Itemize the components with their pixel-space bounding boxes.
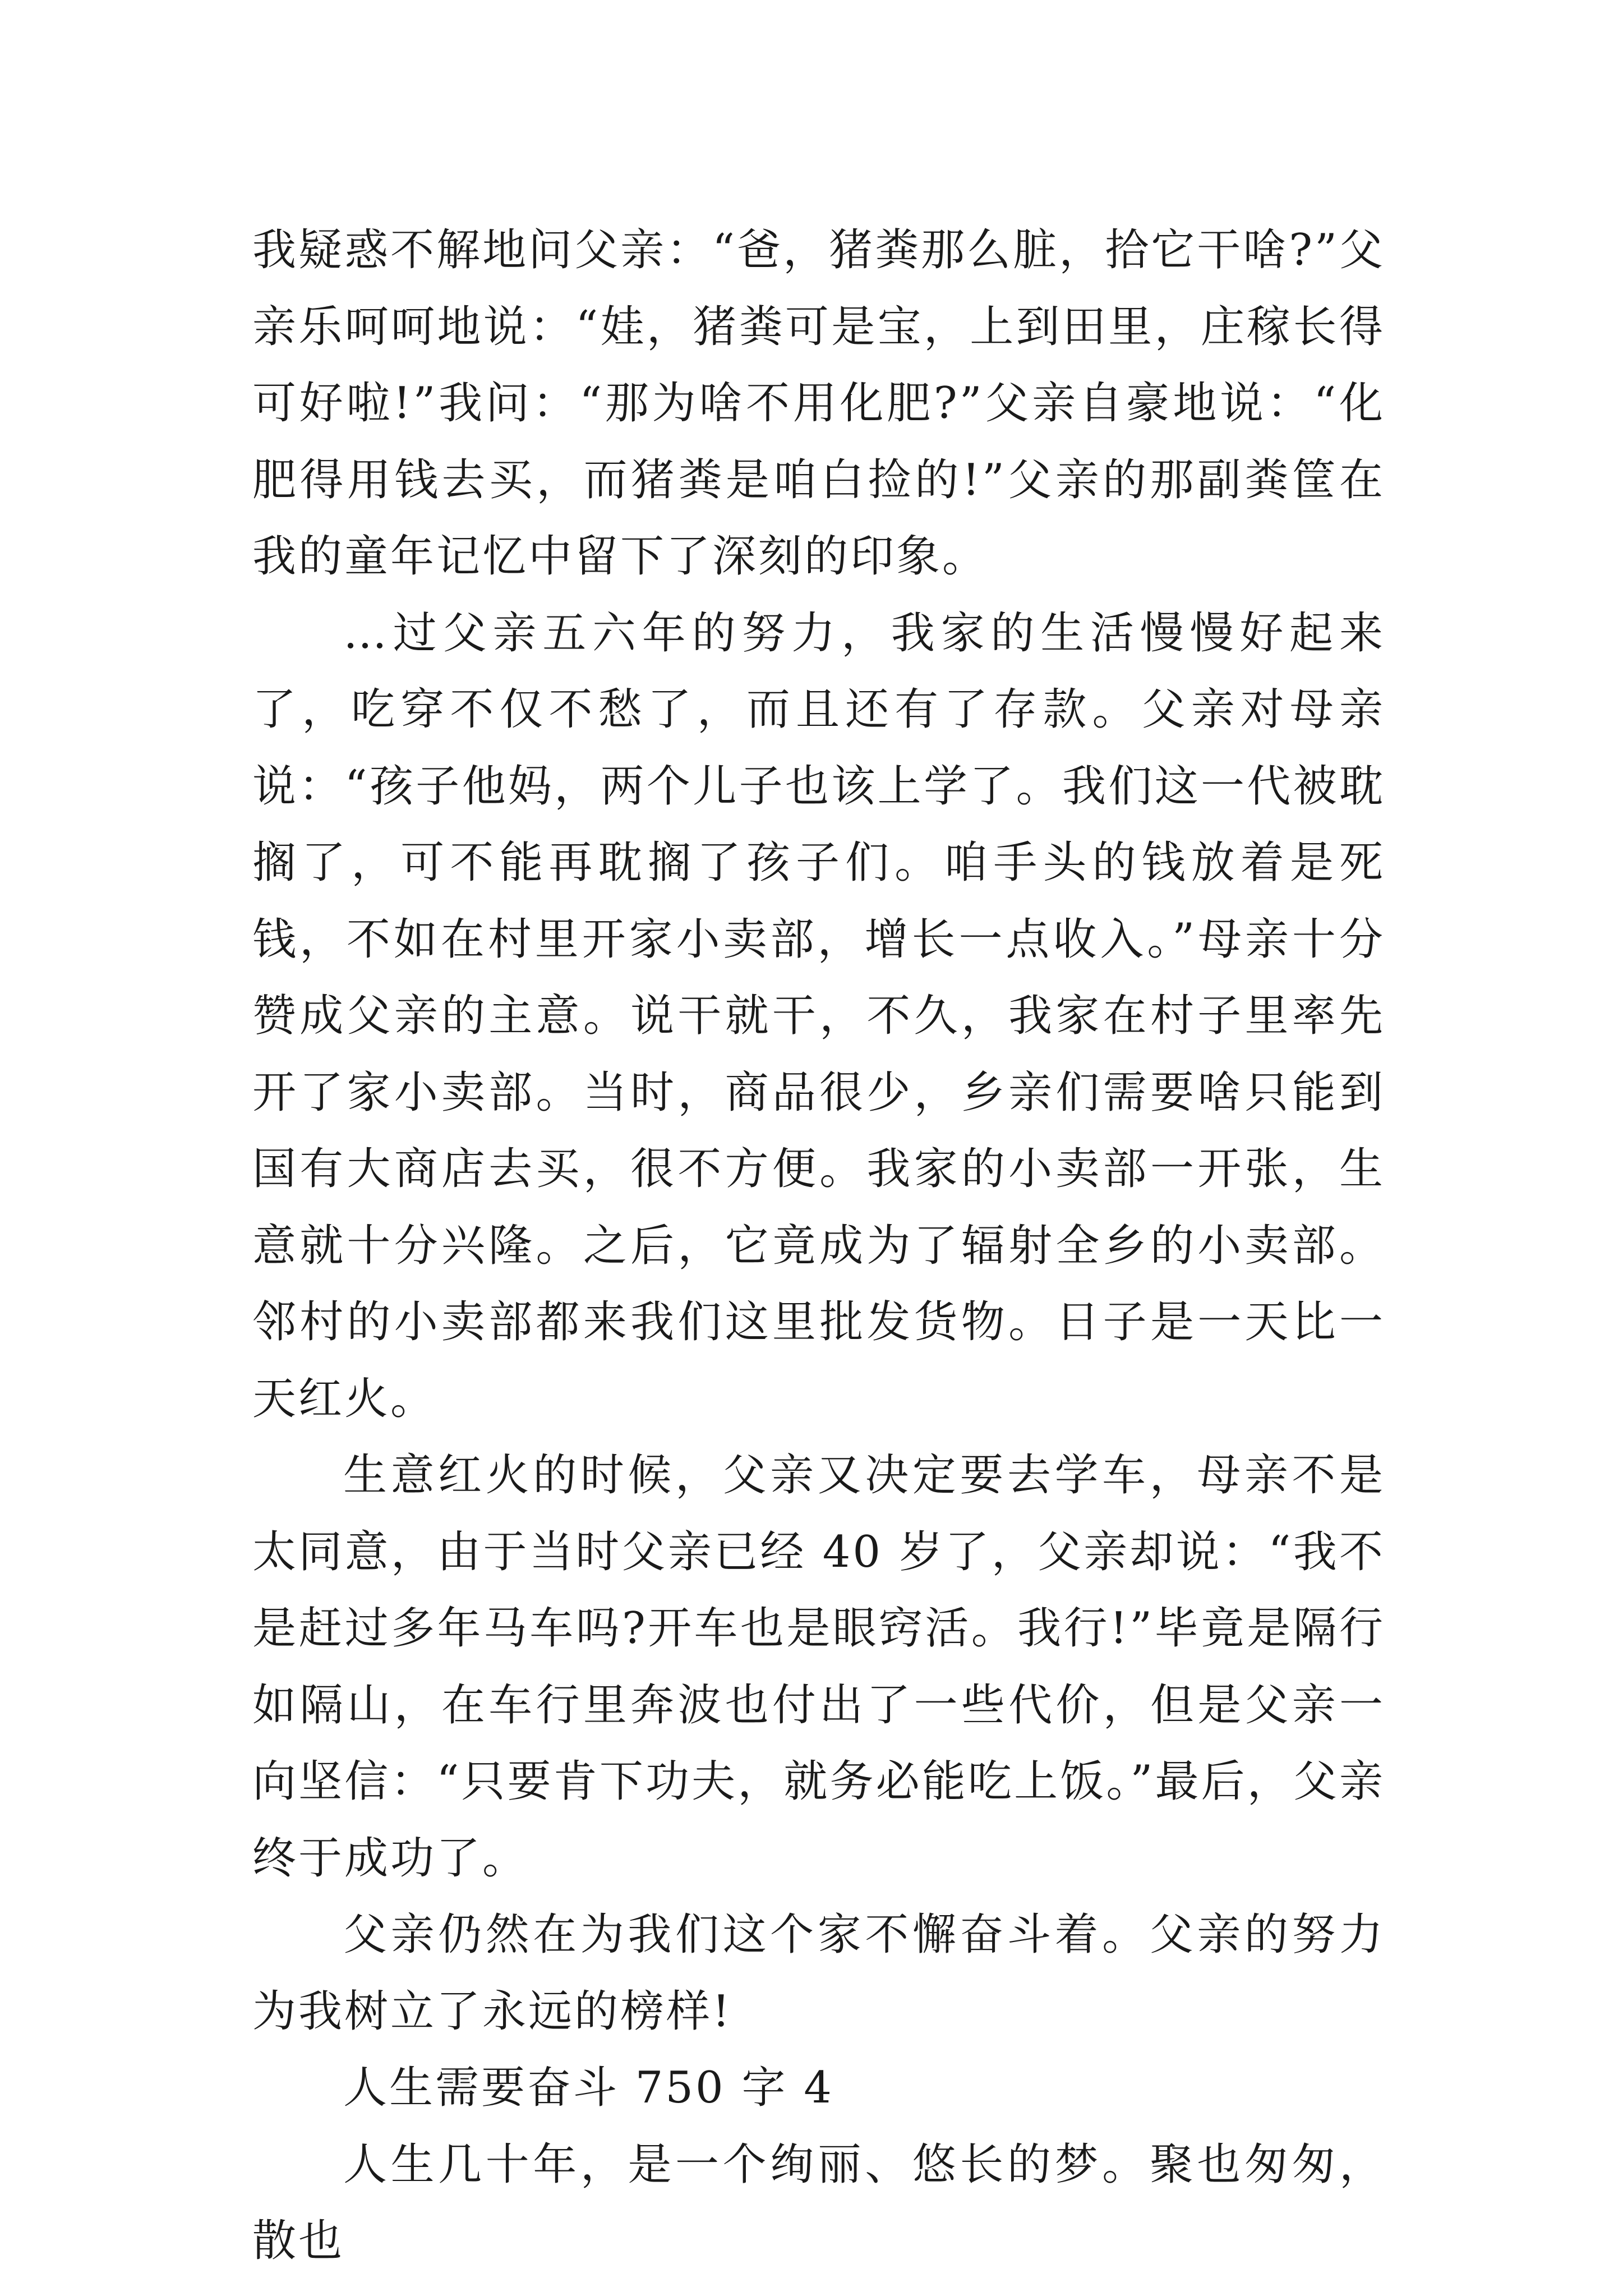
section-heading: 人生需要奋斗 750 字 4 bbox=[343, 2063, 834, 2113]
paragraph-6: 人生几十年，是一个绚丽、悠长的梦。聚也匆匆，散也 bbox=[252, 2139, 1385, 2266]
document-body bbox=[252, 212, 1385, 2280]
paragraph-4: 父亲仍然在为我们这个家不懈奋斗着。父亲的努力为我树立了永远的榜样! bbox=[252, 1910, 1385, 2037]
paragraph-1: 我疑惑不解地问父亲：“爸，猪粪那么脏，拾它干啥?”父亲乐呵呵地说：“娃，猪粪可是宝，上到田里，庄稼长得可好啦!”我问：“那为啥不用化肥?”父亲自豪地说：“化肥得用钱去买，而猪粪是咱白捡的!”父亲的那副粪筐在我的童年记忆中留下了深刻的印象。 bbox=[252, 225, 1385, 582]
paragraph-2: …过父亲五六年的努力，我家的生活慢慢好起来了，吃穿不仅不愁了，而且还有了存款。父亲对母亲说：“孩子他妈，两个儿子也该上学了。我们这一代被耽搁了，可不能再耽搁了孩子们。咱手头的钱放着是死钱，不如在村里开家小卖部，增长一点收入。”母亲十分赞成父亲的主意。说干就干，不久，我家在村子里率先开了家小卖部。当时，商品很少，乡亲们需要啥只能到国有大商店去买，很不方便。我家的小卖部一开张，生意就十分兴隆。之后，它竟成为了辐射全乡的小卖部。邻村的小卖部都来我们这里批发货物。日子是一天比一天红火。 bbox=[252, 608, 1385, 1424]
paragraph-3: 生意红火的时候，父亲又决定要去学车，母亲不是太同意，由于当时父亲已经 40 岁了，父亲却说：“我不是赶过多年马车吗?开车也是眼窍活。我行!”毕竟是隔行如隔山，在车行里奔波也付出了一些代价，但是父亲一向坚信：“只要肯下功夫，就务必能吃上饭。”最后，父亲终于成功了。 bbox=[252, 1450, 1385, 1884]
